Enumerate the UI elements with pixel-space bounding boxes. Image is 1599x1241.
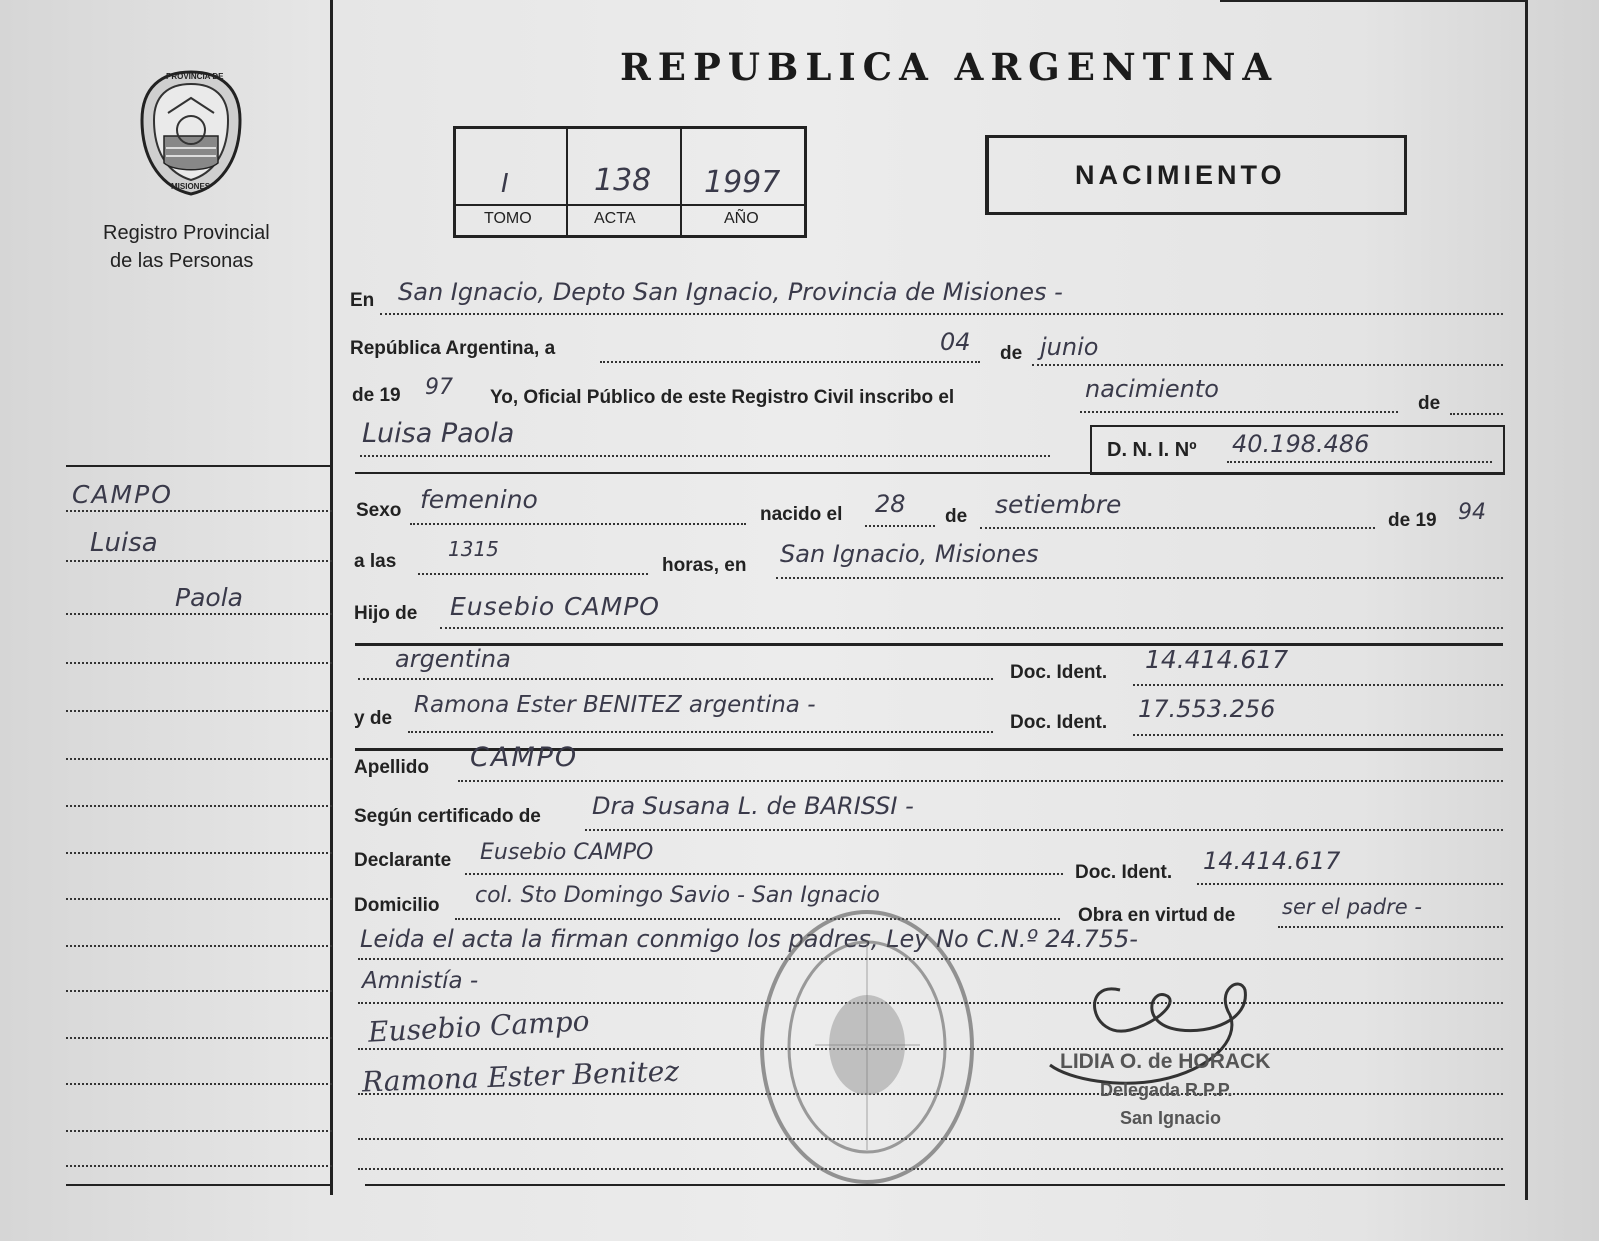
sexo-line [410, 523, 746, 525]
left-line [66, 1083, 332, 1085]
birth-time: 1315 [448, 537, 499, 561]
declarante-doc-line [1197, 883, 1503, 885]
emblem-top-text: PROVINCIA DE [166, 72, 224, 81]
left-line [66, 662, 332, 664]
mother-doc-label: Doc. Ident. [1010, 712, 1108, 733]
apellido-value: CAMPO [470, 742, 579, 773]
tomo-label: TOMO [484, 210, 532, 227]
anio-value: 1997 [704, 165, 781, 200]
mother-doc: 17.553.256 [1138, 695, 1276, 723]
left-surname: CAMPO [72, 480, 173, 509]
sexo-value: femenino [420, 485, 538, 514]
left-line [66, 945, 332, 947]
official-name: LIDIA O. de HORACK [1060, 1050, 1271, 1073]
document-type-box [985, 135, 1407, 215]
notes-line-2: Amnistía - [362, 968, 479, 994]
left-line [66, 710, 332, 712]
birth-month: setiembre [995, 490, 1122, 519]
domicilio-label: Domicilio [354, 895, 440, 916]
yo-label: Yo, Oficial Público de este Registro Civil inscribo el [490, 387, 955, 408]
father-doc-line [1133, 684, 1503, 686]
day-value: 04 [940, 328, 971, 356]
horas-label: horas, en [662, 555, 747, 576]
left-line [66, 560, 332, 562]
father-doc: 14.414.617 [1145, 645, 1289, 674]
apellido-label: Apellido [354, 757, 429, 778]
signature-mother: Ramona Ester Benitez [361, 1054, 680, 1099]
declarante-line [465, 873, 1063, 875]
emblem-bottom-text: MISIONES [171, 182, 211, 191]
birth-day-line [865, 525, 935, 527]
obra-label: Obra en virtud de [1078, 905, 1236, 926]
father-doc-label: Doc. Ident. [1010, 662, 1108, 683]
obra-value: ser el padre - [1282, 895, 1422, 919]
republica-label: República Argentina, a [350, 338, 556, 359]
mother-doc-line [1133, 734, 1503, 736]
hijo-label: Hijo de [354, 603, 418, 624]
declarante-value: Eusebio CAMPO [480, 840, 654, 865]
father-underline [355, 643, 1503, 646]
dni-value: 40.198.486 [1232, 430, 1370, 458]
official-title: Delegada R.P.P. [1100, 1080, 1233, 1100]
left-line [66, 510, 332, 512]
acta-label: ACTA [594, 210, 636, 227]
father-line [440, 627, 1503, 629]
left-line [66, 898, 332, 900]
date-line [600, 361, 980, 363]
domicilio-value: col. Sto Domingo Savio - San Ignacio [475, 883, 880, 908]
right-border [1525, 0, 1528, 1200]
segun-line [585, 829, 1503, 831]
left-line [66, 758, 332, 760]
sexo-label: Sexo [356, 500, 402, 521]
notes-line-1: Leida el acta la firman conmigo los padres, Ley No C.N.º 24.755- [360, 925, 1138, 953]
nationality-line [358, 678, 993, 680]
segun-value: Dra Susana L. de BARISSI - [592, 792, 914, 820]
dni-line [1227, 461, 1492, 463]
birth-month-line [980, 527, 1375, 529]
obra-line [1278, 926, 1503, 928]
document-type: NACIMIENTO [1075, 160, 1286, 190]
child-name: Luisa Paola [362, 418, 515, 449]
dni-label: D. N. I. Nº [1107, 439, 1197, 461]
de19-label: de 19 [352, 385, 401, 406]
en-label: En [350, 290, 375, 311]
mother-line [408, 731, 993, 733]
left-header-separator [66, 465, 332, 467]
nacido-label: nacido el [760, 504, 843, 525]
declarante-doc: 14.414.617 [1203, 847, 1341, 875]
de19-label-2: de 19 [1388, 510, 1437, 531]
apellido-line [458, 780, 1503, 782]
de-label: de [1000, 343, 1023, 364]
left-line [66, 613, 332, 615]
en-value: San Ignacio, Depto San Ignacio, Provincia de Misiones - [398, 278, 1063, 306]
de-label-2: de [945, 506, 968, 527]
dni-box [1090, 425, 1505, 475]
left-column-divider [330, 0, 333, 1195]
month-line [1032, 364, 1503, 366]
emblem-graphic [136, 68, 246, 198]
left-name1: Luisa [90, 528, 158, 558]
left-line [66, 990, 332, 992]
father-nationality: argentina [395, 645, 511, 673]
de-end-label: de [1418, 393, 1441, 414]
signature-father: Eusebio Campo [367, 1004, 591, 1049]
left-line [66, 1165, 332, 1167]
year-value: 97 [425, 375, 453, 400]
place-line [776, 577, 1503, 579]
segun-label: Según certificado de [354, 806, 541, 827]
left-line [66, 852, 332, 854]
inscribo-value: nacimiento [1085, 375, 1219, 403]
left-line [66, 1037, 332, 1039]
official-office: San Ignacio [1120, 1108, 1222, 1128]
registry-stamp-graphic [755, 905, 980, 1190]
left-line [66, 805, 332, 807]
birth-year: 94 [1458, 500, 1486, 525]
time-line [418, 573, 648, 575]
declarante-doc-label: Doc. Ident. [1075, 862, 1173, 883]
mother-name: Ramona Ester BENITEZ argentina - [414, 692, 816, 718]
registry-name-line1: Registro Provincial [103, 222, 270, 244]
yde-label: y de [354, 708, 393, 729]
birth-day: 28 [875, 490, 906, 518]
inscribo-line [1080, 411, 1398, 413]
month-value: junio [1040, 333, 1099, 361]
registry-stamp [755, 905, 980, 1190]
record-box [453, 126, 807, 238]
left-line [66, 1130, 332, 1132]
child-name-line [360, 455, 1050, 457]
father-name: Eusebio CAMPO [450, 592, 660, 621]
acta-value: 138 [594, 163, 652, 198]
province-emblem [136, 68, 246, 198]
top-border [1220, 0, 1525, 2]
bottom-line-left [66, 1184, 332, 1186]
de-end-line [1450, 413, 1503, 415]
alas-label: a las [354, 551, 397, 572]
country-title: REPUBLICA ARGENTINA [620, 45, 1279, 89]
anio-label: AÑO [724, 210, 759, 227]
registry-name-line2: de las Personas [110, 250, 254, 272]
en-line [380, 313, 1503, 315]
birth-place: San Ignacio, Misiones [780, 540, 1039, 568]
left-name2: Paola [175, 583, 243, 612]
declarante-label: Declarante [354, 850, 452, 871]
tomo-value: I [501, 169, 509, 199]
